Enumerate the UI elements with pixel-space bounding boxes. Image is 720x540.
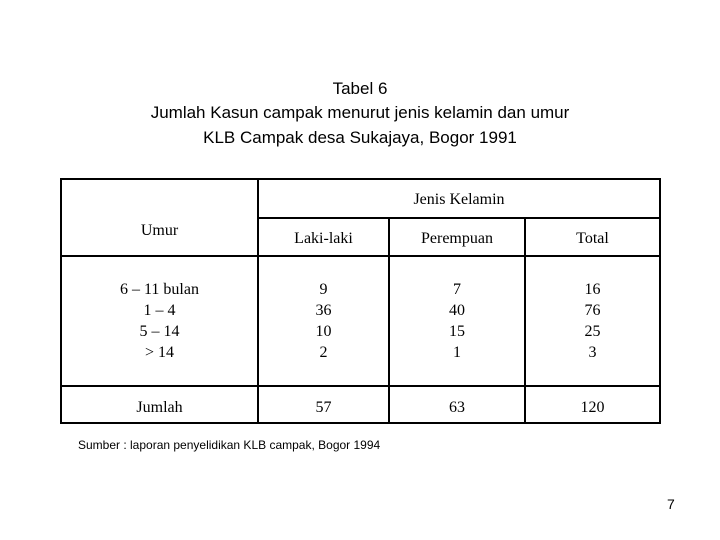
age-group: 1 – 4 — [143, 302, 176, 319]
laki-laki-value: 36 — [315, 302, 332, 319]
age-group: 6 – 11 bulan — [120, 281, 199, 298]
perempuan-values — [390, 279, 524, 363]
jumlah-total: 120 — [580, 399, 605, 416]
header-jenis-kelamin: Jenis Kelamin — [413, 191, 505, 208]
age-group: > 14 — [144, 344, 175, 361]
total-value: 16 — [584, 281, 601, 298]
data-table — [60, 178, 661, 424]
total-rule — [62, 385, 659, 387]
jumlah-label: Jumlah — [136, 399, 183, 416]
total-value: 25 — [584, 323, 601, 340]
header-rule — [62, 255, 659, 257]
jumlah-laki-laki: 57 — [315, 399, 332, 416]
perempuan-value: 15 — [449, 323, 465, 340]
jumlah-perempuan: 63 — [449, 399, 465, 416]
laki-laki-value: 10 — [315, 323, 332, 340]
page-number: 7 — [667, 496, 675, 512]
age-group: 5 – 14 — [139, 323, 180, 340]
header-perempuan: Perempuan — [421, 230, 493, 247]
source-note: Sumber : laporan penyelidikan KLB campak, Bogor 1994 — [78, 438, 381, 452]
laki-laki-value: 2 — [319, 344, 328, 361]
total-value: 76 — [584, 302, 601, 319]
perempuan-value: 40 — [449, 302, 465, 319]
perempuan-value: 1 — [453, 344, 461, 361]
perempuan-value: 7 — [453, 281, 461, 298]
header-laki-laki: Laki-laki — [294, 230, 353, 247]
table-subtitle: KLB Campak desa Sukajaya, Bogor 1991 — [203, 128, 517, 147]
age-groups — [62, 279, 257, 363]
total-values — [526, 279, 659, 363]
header-total: Total — [576, 230, 609, 247]
total-value: 3 — [588, 344, 597, 361]
laki-laki-value: 9 — [319, 281, 328, 298]
laki-laki-values — [259, 279, 388, 363]
table-title: Jumlah Kasun campak menurut jenis kelamin dan umur — [150, 103, 570, 122]
header-umur: Umur — [140, 222, 179, 239]
table-number: Tabel 6 — [332, 79, 388, 98]
group-header-rule — [257, 217, 659, 219]
